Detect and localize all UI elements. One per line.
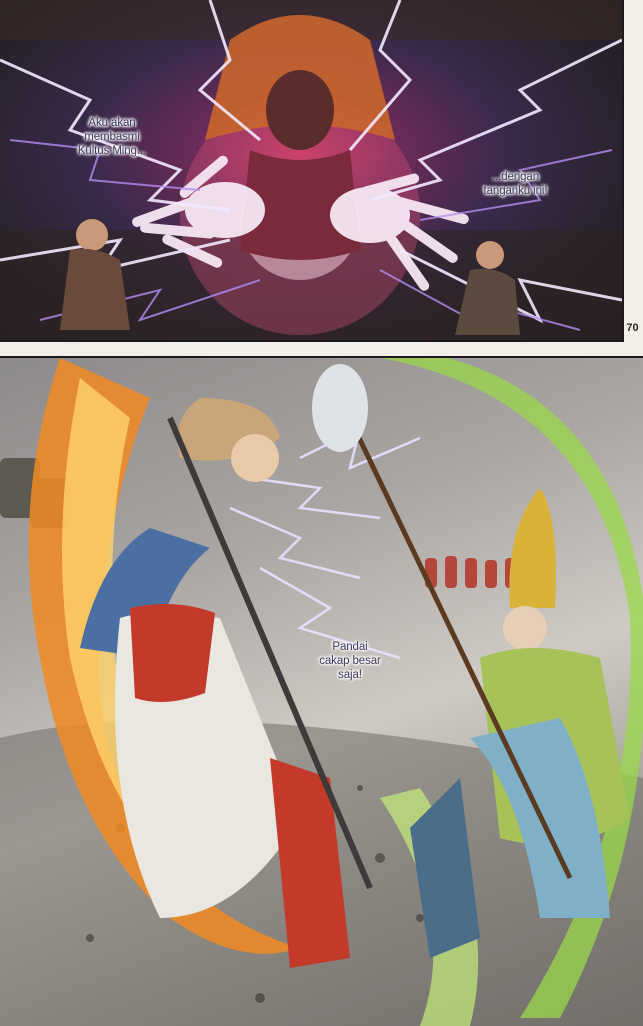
speech-line: saja! (338, 669, 362, 681)
page-number: 70 (626, 322, 639, 334)
speech-line: Kultus Ming... (77, 145, 147, 157)
speech-dengan-tanganku (458, 170, 573, 198)
villain-face (266, 70, 334, 150)
speech-aku-akan-membasmi (62, 116, 162, 158)
panel-bottom-art (0, 358, 643, 1026)
panel-bottom-battle (0, 356, 643, 1026)
speech-line: Pandai (332, 641, 368, 653)
speech-line: Aku akan (88, 117, 136, 129)
staff-blade (312, 364, 368, 452)
distant-soldiers (425, 556, 517, 588)
speech-line: cakap besar (319, 655, 381, 667)
speech-line: membasmi (84, 131, 140, 143)
speech-line: tanganku ini! (483, 185, 548, 197)
speech-line: ...dengan (491, 171, 540, 183)
panel-top-energy-blast (0, 0, 624, 342)
speech-pandai-cakap (300, 640, 400, 682)
